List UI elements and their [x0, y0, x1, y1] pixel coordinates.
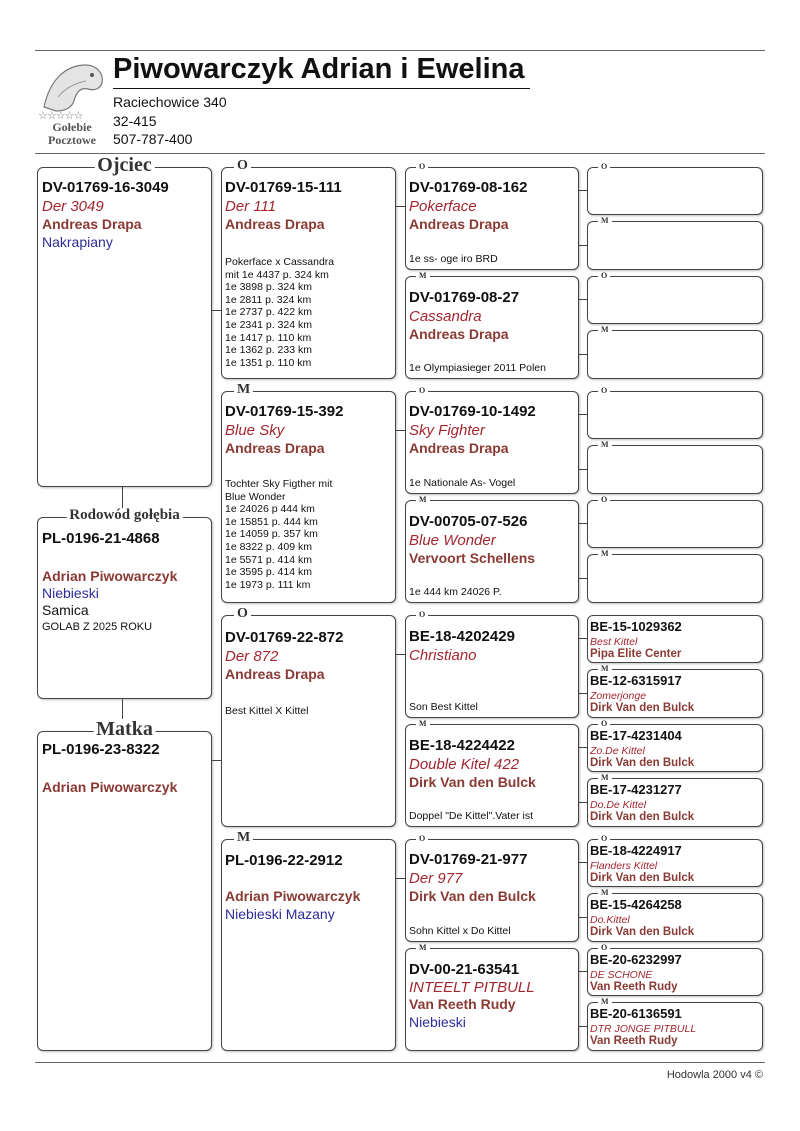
pedigree-note: Son Best Kittel [409, 701, 478, 713]
connector [212, 310, 221, 311]
pedigree-ring: PL-0196-22-2912 [225, 852, 343, 869]
father-card [37, 154, 212, 487]
subject-color: Niebieski [42, 585, 99, 601]
pedigree-name: Christiano [409, 647, 477, 664]
gen4-empty-card [587, 440, 763, 494]
male-label: O [598, 387, 610, 395]
father-owner: Andreas Drapa [42, 216, 142, 232]
pedigree-name: Der 977 [409, 870, 463, 887]
pedigree-ring: DV-01769-15-111 [225, 179, 342, 196]
pedigree-ring: DV-00705-07-526 [409, 513, 528, 530]
female-label: M [234, 831, 253, 845]
pedigree-ring: BE-15-4264258 [590, 897, 682, 912]
male-label: O [598, 163, 610, 171]
gen4-card-7 [587, 943, 763, 996]
father-color: Nakrapiany [42, 234, 113, 250]
gen2-mother-mother-card [221, 830, 396, 1051]
gen3-card-2 [405, 271, 579, 379]
connector [579, 245, 587, 246]
pedigree-owner: Pipa Elite Center [590, 648, 682, 660]
pedigree-ring: BE-18-4202429 [409, 628, 515, 645]
phone: 507-787-400 [113, 131, 193, 147]
pedigree-label: Rodowód gołębia [66, 508, 182, 523]
pedigree-owner: Dirk Van den Bulck [590, 811, 695, 823]
pedigree-name: Zo.De Kittel [590, 745, 645, 757]
subject-ring: PL-0196-21-4868 [42, 530, 160, 547]
pedigree-name: DE SCHONE [590, 969, 653, 981]
connector [579, 802, 587, 803]
subject-card [37, 507, 212, 699]
pedigree-ring: DV-01769-22-872 [225, 629, 344, 646]
gen4-empty-card [587, 271, 763, 324]
pedigree-owner: Dirk Van den Bulck [409, 774, 536, 790]
female-label: M [598, 774, 612, 782]
father-label: Ojciec [94, 155, 154, 175]
female-label: M [234, 383, 253, 397]
pedigree-name: Do.De Kittel [590, 799, 647, 811]
gen4-card-6 [587, 888, 763, 942]
gen2-father-father-card [221, 158, 396, 379]
pedigree-note: 1e ss- oge iro BRD [409, 253, 498, 265]
connector [579, 638, 587, 639]
pedigree-name: INTEELT PITBULL [409, 979, 535, 996]
gen4-card-3 [587, 719, 763, 772]
pedigree-name: Do.Kittel [590, 914, 630, 926]
connector [579, 578, 587, 579]
gen2-father-mother-card [221, 382, 396, 603]
connector [396, 654, 405, 655]
gen4-empty-card [587, 216, 763, 270]
subject-note: GOLAB Z 2025 ROKU [42, 621, 153, 633]
pigeon-logo-icon [36, 57, 108, 115]
pedigree-name: Blue Sky [225, 422, 285, 439]
connector [579, 862, 587, 863]
pedigree-ring: DV-01769-08-27 [409, 289, 520, 306]
pedigree-note: Sohn Kittel x Do Kittel [409, 925, 511, 937]
pedigree-name: Der 111 [225, 198, 277, 215]
connector [396, 878, 405, 879]
pedigree-owner: Andreas Drapa [409, 326, 509, 342]
pedigree-ring: BE-18-4224917 [590, 843, 682, 858]
pedigree-owner: Adrian Piwowarczyk [225, 888, 361, 904]
female-label: M [416, 944, 430, 952]
male-label: O [416, 387, 428, 395]
female-label: M [598, 550, 612, 558]
pedigree-note: 1e 444 km 24026 P. [409, 586, 502, 598]
gen4-empty-card [587, 549, 763, 603]
connector [579, 469, 587, 470]
connector [579, 747, 587, 748]
pedigree-name: Sky Fighter [409, 422, 485, 439]
connector [579, 693, 587, 694]
female-label: M [416, 272, 430, 280]
pedigree-ring: BE-20-6232997 [590, 952, 682, 967]
pedigree-ring: BE-17-4231277 [590, 782, 682, 797]
title-underline [113, 88, 530, 89]
pedigree-owner: Van Reeth Rudy [590, 981, 678, 993]
subject-owner: Adrian Piwowarczyk [42, 568, 178, 584]
pedigree-owner: Vervoort Schellens [409, 550, 536, 566]
gen4-card-4 [587, 773, 763, 827]
pedigree-owner: Van Reeth Rudy [409, 996, 516, 1012]
pedigree-owner: Van Reeth Rudy [590, 1035, 678, 1047]
female-label: M [598, 665, 612, 673]
pedigree-owner: Andreas Drapa [225, 666, 325, 682]
pedigree-owner: Dirk Van den Bulck [590, 926, 695, 938]
pedigree-ring: BE-15-1029362 [590, 619, 682, 634]
address-line-1: Raciechowice 340 [113, 94, 227, 110]
pedigree-owner: Dirk Van den Bulck [409, 888, 536, 904]
male-label: O [598, 720, 610, 728]
gen3-card-1 [405, 162, 579, 270]
female-label: M [598, 998, 612, 1006]
mother-label: Matka [93, 719, 156, 739]
pedigree-ring: DV-01769-15-392 [225, 403, 344, 420]
gen4-card-8 [587, 997, 763, 1051]
male-label: O [416, 611, 428, 619]
gen3-card-6 [405, 719, 579, 827]
pedigree-ring: DV-00-21-63541 [409, 961, 520, 978]
gen4-empty-card [587, 386, 763, 439]
mother-card [37, 718, 212, 1051]
pedigree-name: Pokerface [409, 198, 477, 215]
top-rule [35, 50, 765, 51]
male-label: O [234, 607, 251, 621]
pedigree-color: Niebieski [409, 1014, 466, 1030]
connector [579, 190, 587, 191]
father-ring: DV-01769-16-3049 [42, 179, 169, 196]
pedigree-ring: DV-01769-10-1492 [409, 403, 536, 420]
gen2-mother-father-card [221, 606, 396, 827]
connector [579, 414, 587, 415]
logo [36, 57, 108, 147]
connector [579, 354, 587, 355]
gen4-empty-card [587, 162, 763, 215]
gen3-card-7 [405, 834, 579, 942]
address-line-2: 32-415 [113, 113, 157, 129]
gen4-card-2 [587, 664, 763, 718]
pedigree-name: Double Kitel 422 [409, 756, 520, 773]
connector [579, 1026, 587, 1027]
female-label: M [598, 441, 612, 449]
pedigree-owner: Dirk Van den Bulck [590, 702, 695, 714]
pedigree-note: 1e Olympiasieger 2011 Polen [409, 362, 546, 374]
pedigree-ring: DV-01769-21-977 [409, 851, 528, 868]
gen4-card-1 [587, 615, 763, 663]
connector [579, 523, 587, 524]
pedigree-ring: BE-18-4224422 [409, 737, 515, 754]
pedigree-owner: Andreas Drapa [409, 440, 509, 456]
female-label: M [416, 720, 430, 728]
connector [579, 971, 587, 972]
pedigree-owner: Dirk Van den Bulck [590, 872, 695, 884]
breeder-name: Piwowarczyk Adrian i Ewelina [113, 53, 525, 85]
mother-owner: Adrian Piwowarczyk [42, 779, 178, 795]
male-label: O [598, 496, 610, 504]
male-label: O [416, 163, 428, 171]
connector [396, 206, 405, 207]
footer-credit: Hodowla 2000 v4 © [666, 1069, 763, 1081]
pedigree-name: DTR JONGE PITBULL [590, 1023, 697, 1035]
female-label: M [598, 217, 612, 225]
gen3-card-8 [405, 943, 579, 1051]
pedigree-ring: BE-12-6315917 [590, 673, 682, 688]
female-label: M [598, 326, 612, 334]
pedigree-note: Tochter Sky Figther mit Blue Wonder 1e 24026 p 444 km 1e 15851 p. 444 km 1e 14059 p. 357 km 1e 8322 p. 409 km 1e 5571 p. 414 km 1e 3595 p. 414 km 1e 1973 p. 111 km [225, 478, 333, 591]
gen4-card-5 [587, 834, 763, 887]
pedigree-owner: Andreas Drapa [225, 440, 325, 456]
connector [396, 430, 405, 431]
gen4-empty-card [587, 325, 763, 379]
father-name: Der 3049 [42, 198, 104, 215]
pedigree-ring: BE-20-6136591 [590, 1006, 682, 1021]
connector [579, 299, 587, 300]
male-label: O [598, 944, 610, 952]
mother-ring: PL-0196-23-8322 [42, 741, 160, 758]
pedigree-note: Pokerface x Cassandra mit 1e 4437 p. 324 km 1e 3898 p. 324 km 1e 2811 p. 324 km 1e 2737 p. 422 km 1e 2341 p. 324 km 1e 1417 p. 110 km 1e 1362 p. 233 km 1e 1351 p. 110 km [225, 256, 335, 369]
pedigree-owner: Andreas Drapa [225, 216, 325, 232]
male-label: O [234, 159, 251, 173]
pedigree-owner: Dirk Van den Bulck [590, 757, 695, 769]
pedigree-name: Der 872 [225, 648, 279, 665]
female-label: M [416, 496, 430, 504]
pedigree-ring: DV-01769-08-162 [409, 179, 528, 196]
pedigree-note: Doppel "De Kittel".Vater ist [409, 810, 533, 822]
pedigree-name: Flanders Kittel [590, 860, 658, 872]
pedigree-owner: Andreas Drapa [409, 216, 509, 232]
pedigree-note: Best Kittel X Kittel [225, 705, 309, 717]
logo-text-1: Gołebie [52, 120, 92, 134]
footer-rule [35, 1062, 765, 1063]
male-label: O [416, 835, 428, 843]
male-label: O [598, 835, 610, 843]
subject-sex: Samica [42, 602, 89, 618]
pedigree-note: 1e Nationale As- Vogel [409, 477, 516, 489]
female-label: M [598, 889, 612, 897]
pedigree-name: Best Kittel [590, 636, 638, 648]
pedigree-name: Zomerjonge [590, 690, 647, 702]
pedigree-ring: BE-17-4231404 [590, 728, 682, 743]
male-label: O [598, 272, 610, 280]
gen3-card-4 [405, 495, 579, 603]
gen3-card-3 [405, 386, 579, 494]
logo-text-2: Pocztowe [48, 132, 96, 147]
connector [579, 917, 587, 918]
gen4-empty-card [587, 495, 763, 548]
gen3-card-5 [405, 610, 579, 718]
pedigree-name: Cassandra [409, 308, 482, 325]
stars-icon: ☆☆☆☆☆ [38, 110, 83, 122]
pedigree-name: Blue Wonder [409, 532, 496, 549]
connector [212, 760, 221, 761]
pedigree-color: Niebieski Mazany [225, 906, 335, 922]
